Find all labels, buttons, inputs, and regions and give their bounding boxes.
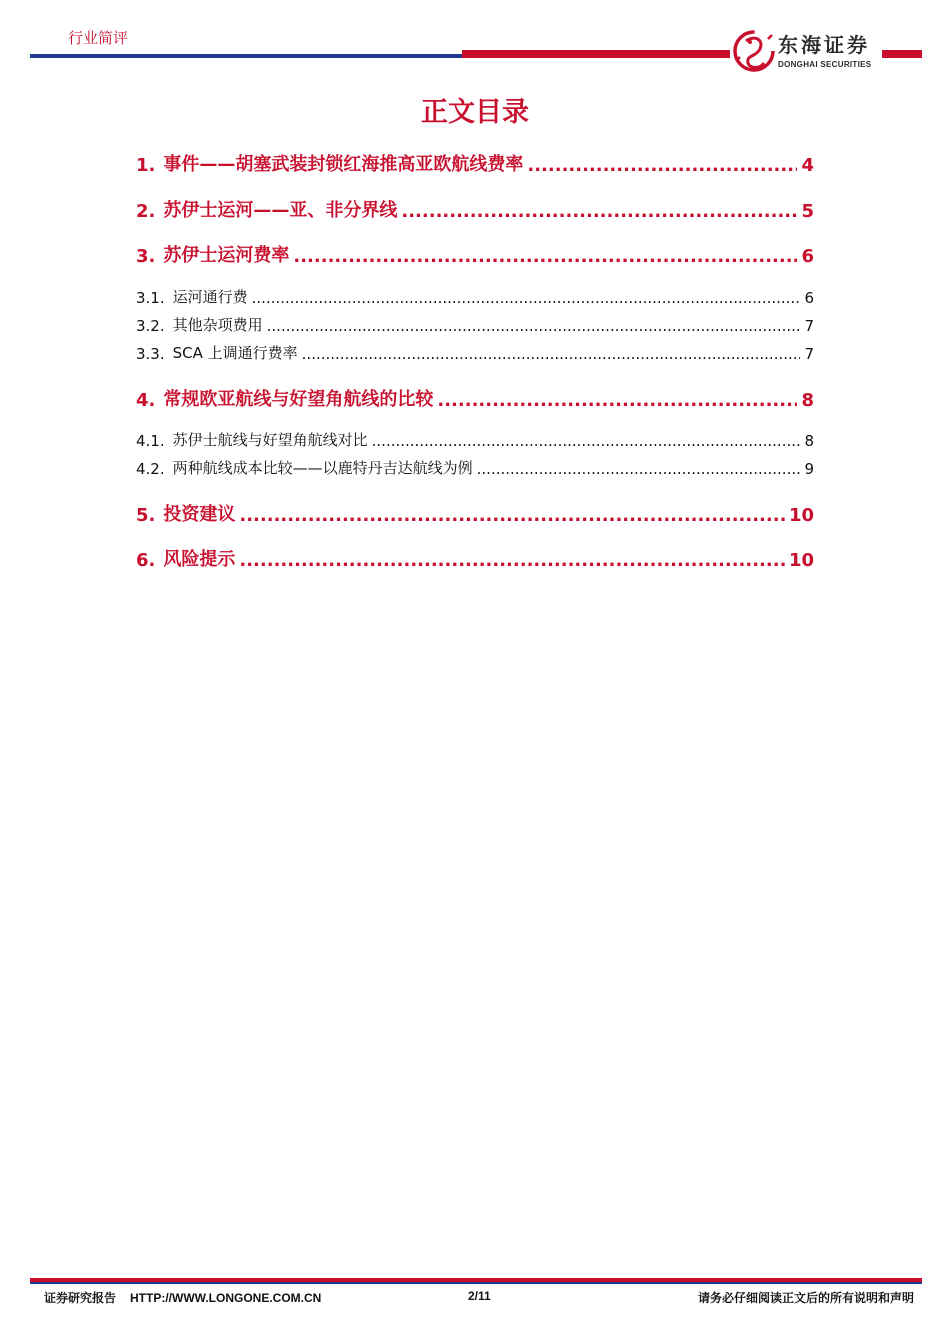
header-divider-red	[462, 50, 730, 58]
toc-entry-label: 苏伊士航线与好望角航线对比	[172, 431, 368, 449]
toc-entry-label: 事件——胡塞武装封锁红海推高亚欧航线费率	[163, 154, 524, 175]
toc-entry[interactable]	[136, 150, 814, 176]
toc-entry[interactable]	[136, 545, 814, 571]
toc-entry-number: 5.	[136, 505, 156, 526]
toc-leader-dots	[302, 345, 801, 363]
toc-entry-page: 7	[804, 317, 814, 335]
toc-entry-page: 4	[801, 155, 814, 176]
footer-left	[44, 1289, 321, 1306]
toc-entry-label: 运河通行费	[172, 288, 248, 306]
header-divider-blue	[30, 54, 462, 58]
toc-subentry[interactable]	[136, 286, 814, 307]
toc-leader-dots	[401, 201, 797, 222]
toc-entry-number: 1.	[136, 155, 156, 176]
toc-entry-page: 6	[801, 246, 814, 267]
toc-entry-number: 3.3.	[136, 345, 165, 363]
toc-entry[interactable]	[136, 196, 814, 222]
toc-entry-page: 8	[801, 390, 814, 411]
toc-leader-dots	[527, 155, 797, 176]
report-category: 行业简评	[68, 29, 129, 47]
toc-entry-page: 7	[804, 345, 814, 363]
toc-entry-number: 2.	[136, 201, 156, 222]
logo-english-name: DONGHAI SECURITIES	[778, 60, 872, 69]
toc-leader-dots	[477, 460, 801, 478]
toc-leader-dots	[252, 289, 801, 307]
company-logo	[732, 27, 892, 77]
toc-entry-label: 其他杂项费用	[172, 316, 263, 334]
toc-leader-dots	[267, 317, 801, 335]
toc-leader-dots	[293, 246, 797, 267]
toc-entry-label: 苏伊士运河——亚、非分界线	[163, 200, 398, 221]
footer-report-type: 证券研究报告	[44, 1291, 117, 1305]
toc-entry-label: 两种航线成本比较——以鹿特丹吉达航线为例	[172, 459, 473, 477]
toc-leader-dots	[239, 505, 785, 526]
toc-entry-label: 苏伊士运河费率	[163, 245, 290, 266]
toc-leader-dots	[437, 390, 797, 411]
toc-entry-number: 3.1.	[136, 289, 165, 307]
toc-entry[interactable]	[136, 241, 814, 267]
toc-entry-label: 投资建议	[163, 504, 236, 525]
toc-subentry[interactable]	[136, 457, 814, 478]
toc-entry[interactable]	[136, 500, 814, 526]
footer-page-number: 2/11	[468, 1289, 491, 1303]
toc-entry-number: 4.1.	[136, 432, 165, 450]
toc-leader-dots	[239, 550, 785, 571]
toc-entry-page: 5	[801, 201, 814, 222]
toc-entry-page: 10	[788, 505, 814, 526]
toc-entry-label: 常规欧亚航线与好望角航线的比较	[163, 389, 434, 410]
toc-entry-page: 10	[788, 550, 814, 571]
toc-entry-label: SCA 上调通行费率	[172, 344, 298, 362]
logo-chinese-name: 东海证券	[778, 33, 870, 57]
toc-entry-page: 9	[804, 460, 814, 478]
dragon-emblem-icon	[732, 27, 776, 75]
footer-disclaimer: 请务必仔细阅读正文后的所有说明和声明	[697, 1291, 914, 1305]
toc-subentry[interactable]	[136, 342, 814, 363]
footer-divider	[30, 1278, 922, 1284]
header-divider	[30, 50, 730, 58]
toc-entry-number: 4.2.	[136, 460, 165, 478]
toc-entry-page: 8	[804, 432, 814, 450]
toc-entry[interactable]	[136, 385, 814, 411]
footer-url-link[interactable]: HTTP://WWW.LONGONE.COM.CN	[130, 1291, 322, 1305]
toc-subentry[interactable]	[136, 429, 814, 450]
toc-entry-label: 风险提示	[163, 549, 236, 570]
toc-entry-number: 3.	[136, 246, 156, 267]
toc-entry-number: 4.	[136, 390, 156, 411]
toc-title: 正文目录	[421, 97, 529, 128]
toc-subentry[interactable]	[136, 314, 814, 335]
toc-leader-dots	[372, 432, 801, 450]
toc-entry-number: 3.2.	[136, 317, 165, 335]
toc-entry-number: 6.	[136, 550, 156, 571]
toc-entry-page: 6	[804, 289, 814, 307]
footer-divider-blue	[30, 1282, 922, 1284]
